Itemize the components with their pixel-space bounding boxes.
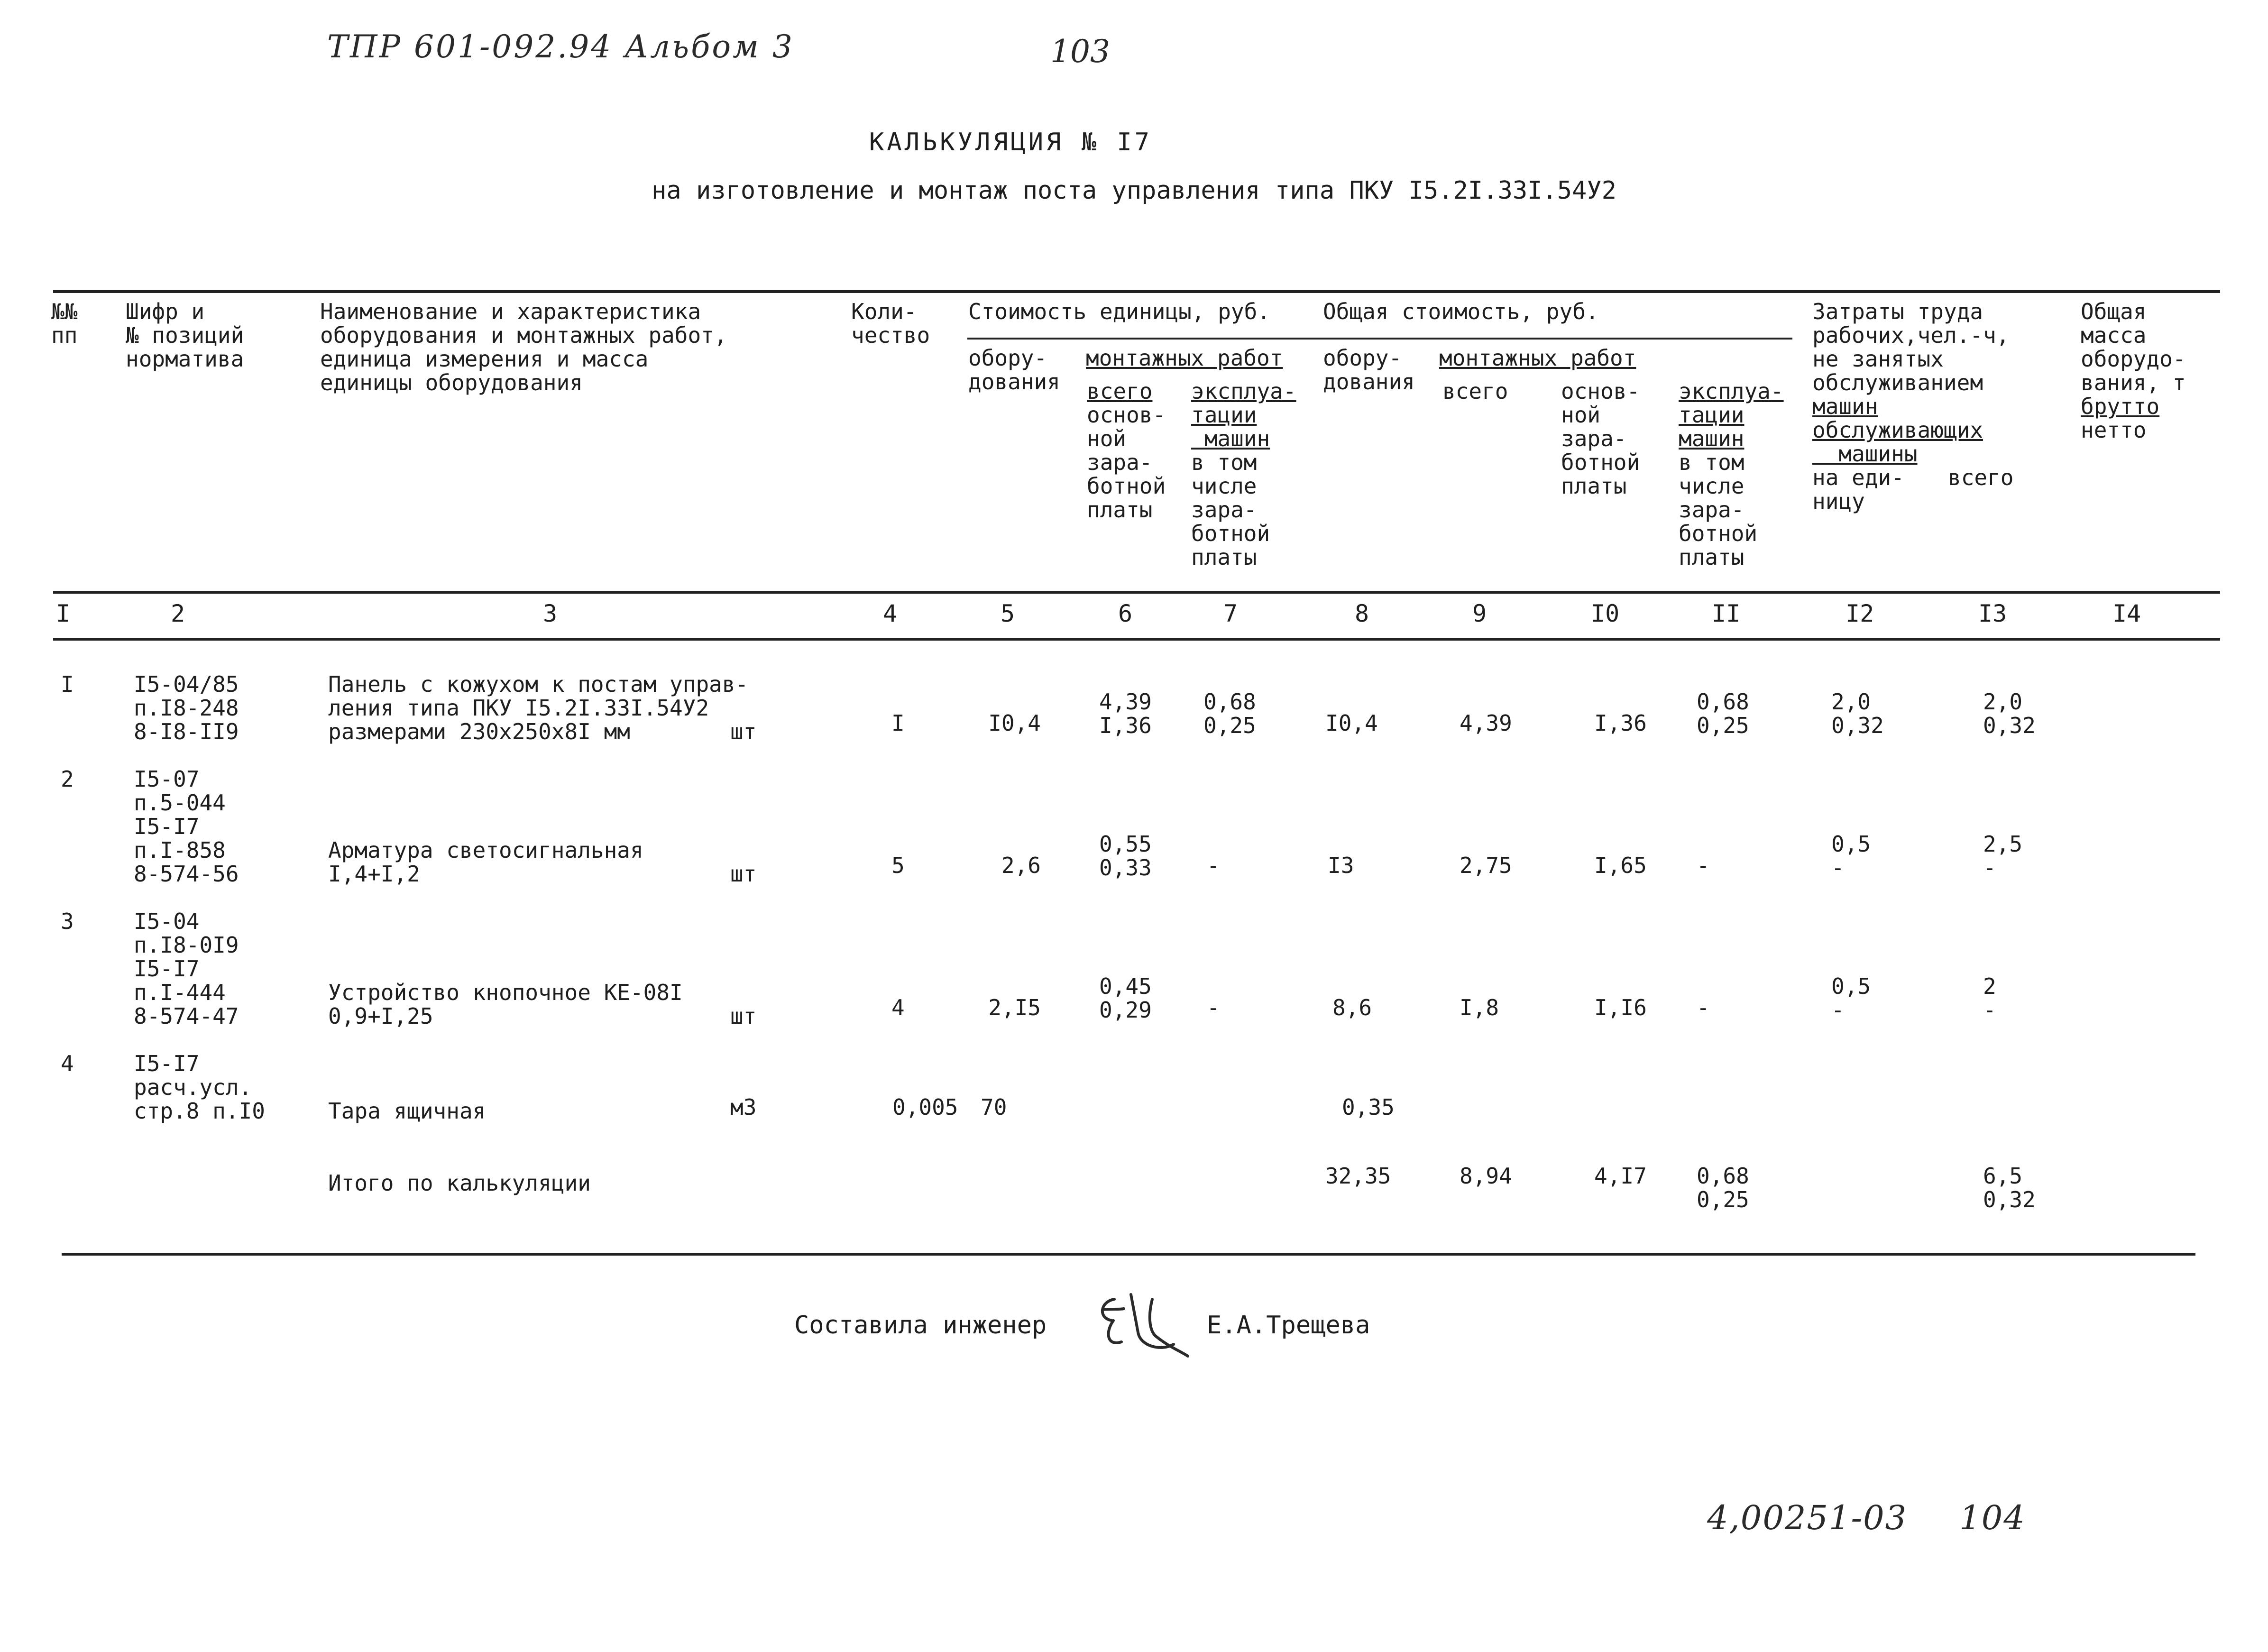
row-labor-total: 2,5 - bbox=[1983, 831, 2023, 881]
header-mass-gross: брутто bbox=[2081, 394, 2160, 419]
row-name: Тара ящичная bbox=[328, 1098, 486, 1124]
row-total-machines-cost: - bbox=[1697, 853, 1710, 878]
header-labor-serving: обслуживающих машины bbox=[1812, 417, 1983, 467]
row-unit-mount-cost: 4,39 I,36 bbox=[1099, 689, 1152, 738]
header-name: Наименование и характеристика оборудования и монтажных работ, единица измерения и масса единицы оборудования bbox=[320, 299, 727, 395]
table-top-rule bbox=[53, 290, 2220, 293]
colnum-14: I4 bbox=[2112, 600, 2141, 627]
row-unit: шт bbox=[730, 719, 757, 744]
row-total-mount-salary: I,I6 bbox=[1594, 995, 1647, 1020]
row-name: Панель с кожухом к постам управ- ления типа ПКУ I5.2I.33I.54У2 размерами 230х250х8I мм bbox=[328, 671, 749, 744]
row-unit-equipment-cost: I0,4 bbox=[988, 710, 1041, 736]
header-total-machines-top: эксплуа- тации машин bbox=[1679, 378, 1784, 451]
colnum-13: I3 bbox=[1978, 600, 2007, 627]
header-mass: Общая масса оборудо- вания, т bbox=[2081, 299, 2186, 395]
header-labor-machines: машин bbox=[1812, 394, 1878, 419]
row-name: Устройство кнопочное КЕ-08I 0,9+I,25 bbox=[328, 980, 683, 1029]
colnum-6: 6 bbox=[1118, 600, 1133, 627]
row-total-equipment-cost: I3 bbox=[1328, 853, 1354, 878]
header-unit-mount-total-top: всего bbox=[1087, 378, 1153, 404]
row-unit: шт bbox=[730, 861, 757, 887]
colnum-3: 3 bbox=[543, 600, 558, 627]
row-total-equipment-cost: 8,6 bbox=[1332, 995, 1372, 1020]
colnum-10: I0 bbox=[1591, 600, 1620, 627]
header-code: Шифр и № позиций норматива bbox=[126, 299, 244, 372]
row-labor-per-unit: 2,0 0,32 bbox=[1831, 689, 1884, 738]
row-total-mount-cost: 2,75 bbox=[1460, 853, 1512, 878]
header-total-mount-group: монтажных работ bbox=[1439, 345, 1636, 371]
bottom-code: 4,00251-03 bbox=[1707, 1498, 1908, 1537]
row-quantity: 5 bbox=[891, 853, 905, 878]
colnum-2: 2 bbox=[171, 600, 185, 627]
header-bottom-rule bbox=[53, 591, 2220, 594]
total-mount-cost: 8,94 bbox=[1460, 1163, 1512, 1189]
compiler-role: Составила инженер bbox=[794, 1311, 1047, 1340]
row-unit: м3 bbox=[730, 1094, 757, 1120]
row-code: I5-04/85 п.I8-248 8-I8-II9 bbox=[134, 671, 239, 744]
row-quantity: 0,005 bbox=[892, 1094, 958, 1120]
signature-mark bbox=[1086, 1280, 1200, 1366]
colnum-8: 8 bbox=[1355, 600, 1369, 627]
header-total-equipment: обору- дования bbox=[1323, 345, 1415, 395]
handwritten-page-number: 103 bbox=[1050, 33, 1110, 70]
row-unit-mount-cost: 0,45 0,29 bbox=[1099, 973, 1152, 1023]
header-total-mount-salary: основ- ной зара- ботной платы bbox=[1561, 378, 1640, 499]
header-group-unit-cost: Стоимость единицы, руб. bbox=[968, 299, 1270, 324]
colnum-1: I bbox=[56, 600, 71, 627]
row-unit-machines-cost: - bbox=[1207, 853, 1220, 878]
handwritten-header-ref: ТПР 601-092.94 Альбом 3 bbox=[327, 28, 794, 65]
total-label: Итого по калькуляции bbox=[328, 1170, 591, 1196]
row-unit-equipment-cost: 2,I5 bbox=[988, 995, 1041, 1020]
header-quantity: Коли- чество bbox=[851, 299, 930, 348]
bottom-page-number: 104 bbox=[1959, 1498, 2026, 1537]
header-total-mount-all: всего bbox=[1442, 378, 1508, 404]
row-unit: шт bbox=[730, 1003, 757, 1029]
row-total-mount-cost: 4,39 bbox=[1460, 710, 1512, 736]
calculation-subtitle: на изготовление и монтаж поста управления типа ПКУ I5.2I.33I.54У2 bbox=[652, 176, 1616, 205]
calculation-title: КАЛЬКУЛЯЦИЯ № I7 bbox=[869, 128, 1152, 156]
row-total-mount-salary: I,36 bbox=[1594, 710, 1647, 736]
colnum-bottom-rule bbox=[53, 638, 2220, 641]
row-total-machines-cost: - bbox=[1697, 995, 1710, 1020]
row-unit-equipment-cost: 2,6 bbox=[1001, 853, 1041, 878]
compiler-name: Е.А.Трещева bbox=[1207, 1311, 1370, 1340]
group-unit-rule bbox=[967, 338, 1792, 340]
colnum-5: 5 bbox=[1001, 600, 1015, 627]
row-code: I5-07 п.5-044 I5-I7 п.I-858 8-574-56 bbox=[134, 766, 239, 887]
header-unit-mount-group: монтажных работ bbox=[1086, 345, 1283, 371]
row-number: I bbox=[61, 671, 74, 697]
row-unit-machines-cost: 0,68 0,25 bbox=[1203, 689, 1256, 738]
total-equipment-cost: 32,35 bbox=[1325, 1163, 1391, 1189]
row-code: I5-I7 расч.усл. стр.8 п.I0 bbox=[134, 1051, 265, 1124]
header-mass-net: нетто bbox=[2081, 417, 2147, 443]
total-labor: 6,5 0,32 bbox=[1983, 1163, 2036, 1212]
table-bottom-rule bbox=[62, 1253, 2195, 1256]
row-unit-equipment-cost: 70 bbox=[981, 1094, 1007, 1120]
handwritten-bottom-code bbox=[1707, 1498, 2026, 1537]
header-row-number: №№ пп bbox=[51, 299, 78, 348]
row-unit-machines-cost: - bbox=[1207, 995, 1220, 1020]
row-total-equipment-cost: 0,35 bbox=[1342, 1094, 1395, 1120]
header-labor-total: всего bbox=[1948, 465, 2014, 490]
colnum-11: II bbox=[1712, 600, 1741, 627]
header-unit-machines-salary: в том числе зара- ботной платы bbox=[1191, 450, 1270, 570]
total-mount-salary: 4,I7 bbox=[1594, 1163, 1647, 1189]
row-number: 4 bbox=[61, 1051, 74, 1076]
colnum-9: 9 bbox=[1472, 600, 1487, 627]
header-labor-per-unit: на еди- ницу bbox=[1812, 465, 1904, 514]
header-total-machines-salary: в том числе зара- ботной платы bbox=[1679, 450, 1758, 570]
header-unit-equipment: обору- дования bbox=[968, 345, 1060, 395]
header-group-total-cost: Общая стоимость, руб. bbox=[1323, 299, 1599, 324]
row-total-equipment-cost: I0,4 bbox=[1325, 710, 1378, 736]
row-number: 2 bbox=[61, 766, 74, 792]
row-labor-total: 2,0 0,32 bbox=[1983, 689, 2036, 738]
colnum-12: I2 bbox=[1846, 600, 1874, 627]
row-labor-per-unit: 0,5 - bbox=[1831, 831, 1871, 881]
row-quantity: I bbox=[891, 710, 905, 736]
row-total-mount-salary: I,65 bbox=[1594, 853, 1647, 878]
row-labor-total: 2 - bbox=[1983, 973, 1996, 1023]
row-name: Арматура светосигнальная I,4+I,2 bbox=[328, 837, 643, 887]
header-labor-title: Затраты труда рабочих,чел.-ч, не занятых обслуживанием bbox=[1812, 299, 2010, 395]
colnum-4: 4 bbox=[883, 600, 898, 627]
row-labor-per-unit: 0,5 - bbox=[1831, 973, 1871, 1023]
colnum-7: 7 bbox=[1223, 600, 1238, 627]
row-total-mount-cost: I,8 bbox=[1460, 995, 1499, 1020]
total-machines-cost: 0,68 0,25 bbox=[1697, 1163, 1749, 1212]
row-unit-mount-cost: 0,55 0,33 bbox=[1099, 831, 1152, 881]
row-number: 3 bbox=[61, 909, 74, 934]
row-code: I5-04 п.I8-0I9 I5-I7 п.I-444 8-574-47 bbox=[134, 909, 239, 1029]
header-unit-machines-top: эксплуа- тации машин bbox=[1191, 378, 1296, 451]
row-total-machines-cost: 0,68 0,25 bbox=[1697, 689, 1749, 738]
row-quantity: 4 bbox=[891, 995, 905, 1020]
header-unit-mount-salary: основ- ной зара- ботной платы bbox=[1087, 402, 1166, 523]
